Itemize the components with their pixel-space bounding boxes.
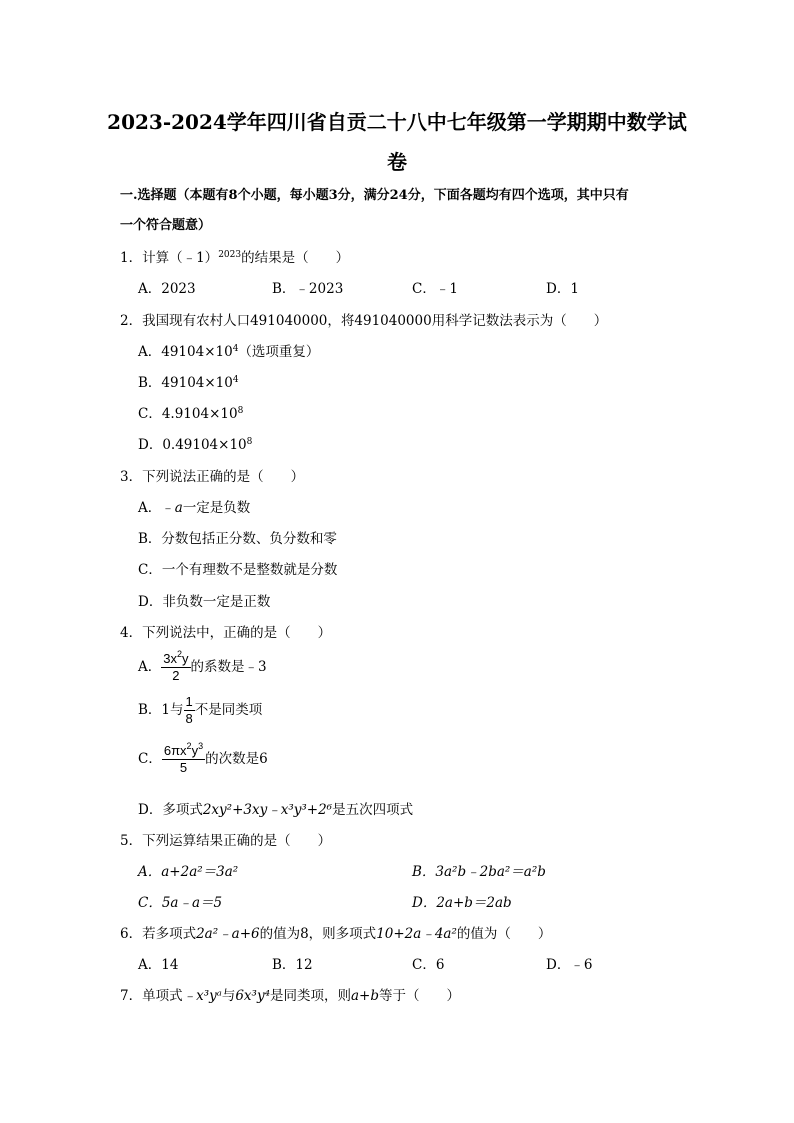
- q7-expr1: ﹣x³yᵃ: [182, 988, 222, 1004]
- q6-option-c: C．6: [412, 957, 445, 973]
- q4-a-num-exp: 2: [176, 649, 182, 659]
- question-6: [120, 925, 551, 943]
- q6-option-b: B．12: [272, 957, 313, 973]
- q4-a-num: 3x: [163, 651, 177, 666]
- q4-c-text: 的次数是6: [205, 751, 268, 767]
- q2-c-base: C．4.9104×10: [138, 406, 238, 422]
- q2-option-a: [138, 343, 319, 361]
- q2-option-d: [138, 436, 252, 454]
- q4-a-den: 2: [172, 668, 180, 683]
- q2-option-b: [138, 374, 239, 392]
- q4-b-label: B．1与: [138, 702, 184, 718]
- q3-a-var: a: [174, 500, 183, 516]
- q4-c-den: 5: [179, 760, 188, 775]
- q7-stem-pre: 7．单项式: [120, 988, 183, 1004]
- q4-d-post: 是五次四项式: [332, 802, 414, 818]
- q2-option-c: [138, 405, 243, 423]
- q4-a-fraction: [161, 651, 190, 684]
- q4-option-d: [138, 801, 413, 819]
- q3-a-pre: A．﹣: [138, 500, 175, 516]
- q1-exponent: 2023: [218, 250, 242, 260]
- q6-option-a: A．14: [138, 957, 179, 973]
- question-4: 4．下列说法中，正确的是（ ）: [120, 625, 332, 641]
- q7-stem-mid2: 是同类项，则: [269, 988, 351, 1004]
- q6-stem-pre: 6．若多项式: [120, 926, 197, 942]
- q2-d-exp: 8: [246, 437, 253, 447]
- q4-b-fraction: [184, 694, 195, 727]
- q2-b-exp: 4: [232, 375, 239, 385]
- q4-b-text: 不是同类项: [194, 702, 263, 718]
- q2-a-exp: 4: [232, 344, 239, 354]
- q1-prefix: 1．计算（﹣1）: [120, 250, 219, 266]
- q6-expr1: 2a²﹣a+6: [196, 926, 260, 942]
- q7-expr2: 6x³y⁴: [235, 988, 270, 1004]
- q3-option-a: [138, 499, 250, 517]
- q4-option-b: [138, 694, 262, 727]
- q2-c-exp: 8: [237, 406, 244, 416]
- q4-a-num-tail: y: [182, 651, 189, 666]
- q3-option-d: D．非负数一定是正数: [138, 594, 271, 610]
- q4-c-num2: y: [191, 743, 199, 758]
- q1-option-a: A．2023: [138, 281, 196, 297]
- q4-c-label: C．: [138, 751, 162, 767]
- q1-suffix: 的结果是（ ）: [241, 250, 350, 266]
- q4-a-text: 的系数是﹣3: [190, 659, 267, 675]
- q3-option-b: B．分数包括正分数、负分数和零: [138, 531, 337, 547]
- question-2: 2．我国现有农村人口491040000，将491040000用科学记数法表示为（ ）: [120, 313, 608, 329]
- q2-d-base: D．0.49104×10: [138, 437, 247, 453]
- q5-option-d: D．2a+b＝2ab: [412, 895, 512, 911]
- q3-a-post: 一定是负数: [182, 500, 251, 516]
- question-1: [120, 249, 349, 267]
- q5-option-b: B．3a²b﹣2ba²＝a²b: [412, 864, 546, 880]
- q4-c-fraction: [162, 743, 205, 776]
- exam-title: 2023-2024学年四川省自贡二十八中七年级第一学期期中数学试: [107, 110, 687, 134]
- q7-stem-post: 等于（ ）: [379, 988, 460, 1004]
- q4-b-den: 8: [185, 711, 193, 726]
- q4-c-num1: 6πx: [163, 743, 187, 758]
- q4-d-pre: D．多项式: [138, 802, 203, 818]
- section-heading: 一.选择题（本题有8个小题，每小题3分，满分24分，下面各题均有四个选项，其中只有: [120, 188, 629, 203]
- q1-option-b: B．﹣2023: [272, 281, 344, 297]
- q4-option-c: [138, 743, 268, 776]
- question-5: 5．下列运算结果正确的是（ ）: [120, 833, 332, 849]
- q6-option-d: D．﹣6: [546, 957, 593, 973]
- q4-c-num-exp2: 3: [198, 741, 204, 751]
- q2-a-note: （选项重复）: [238, 344, 320, 360]
- q3-option-c: C．一个有理数不是整数就是分数: [138, 562, 338, 578]
- question-7: [120, 987, 460, 1005]
- q2-b-base: B．49104×10: [138, 375, 233, 391]
- q5-option-c: C．5a﹣a＝5: [138, 895, 223, 911]
- q2-a-base: A．49104×10: [138, 344, 233, 360]
- q4-b-num: 1: [185, 694, 193, 709]
- question-3: 3．下列说法正确的是（ ）: [120, 469, 305, 485]
- q7-expr3: a+b: [350, 988, 379, 1004]
- q6-stem-post: 的值为（ ）: [456, 926, 552, 942]
- section-heading-cont: 一个符合题意）: [120, 218, 212, 233]
- q4-a-label: A．: [138, 659, 162, 675]
- q4-d-expr: 2xy²+3xy﹣x³y³+2⁶: [202, 802, 333, 818]
- q6-expr2: 10+2a﹣4a²: [376, 926, 457, 942]
- q4-c-num-exp1: 2: [186, 741, 192, 751]
- q1-option-d: D．1: [546, 281, 579, 297]
- exam-title-cont: 卷: [387, 150, 407, 174]
- q4-option-a: [138, 651, 267, 684]
- q6-stem-mid: 的值为8，则多项式: [259, 926, 377, 942]
- q5-option-a: A．a+2a²＝3a²: [138, 864, 239, 880]
- q7-stem-mid: 与: [221, 988, 236, 1004]
- q1-option-c: C．﹣1: [412, 281, 458, 297]
